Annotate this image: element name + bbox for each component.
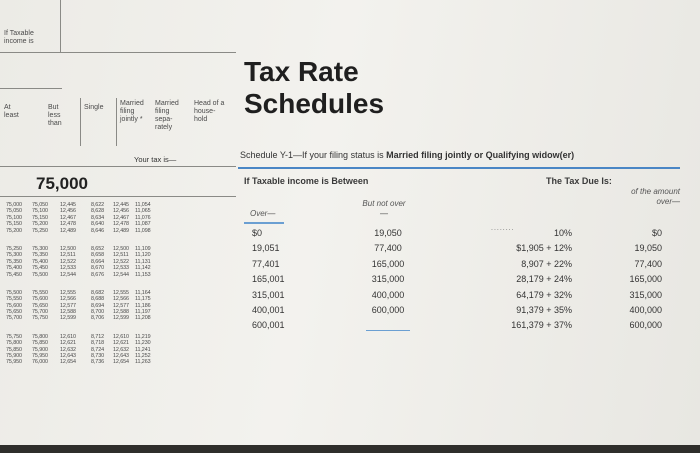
table-cell: 8,694 xyxy=(91,302,104,309)
table-cell: 11,076 xyxy=(135,214,151,221)
table-cell: 11,197 xyxy=(135,309,151,316)
schedule-cell: 600,001 xyxy=(252,320,285,331)
schedule-prefix: Schedule Y-1— xyxy=(240,150,303,160)
table-cell: 75,650 xyxy=(32,302,48,309)
table-row xyxy=(6,315,155,321)
header-single: Single xyxy=(84,104,104,111)
leader-dots: ........ xyxy=(491,225,515,232)
header-taxable-income-between: If Taxable income is Between xyxy=(244,176,369,186)
table-cell: 12,544 xyxy=(60,271,76,278)
table-cell: 75,200 xyxy=(32,221,48,228)
table-cell: 75,100 xyxy=(32,208,48,215)
table-row xyxy=(6,272,155,278)
table-cell: 75,050 xyxy=(6,208,22,215)
table-cell: 12,456 xyxy=(113,208,129,215)
table-cell: 75,650 xyxy=(6,309,22,316)
schedule-cell: 400,000 xyxy=(629,304,662,315)
schedule-cell: 165,001 xyxy=(252,274,285,285)
tax-table xyxy=(0,0,236,420)
table-cell: 75,300 xyxy=(6,252,22,259)
table-cell: 12,467 xyxy=(113,214,129,221)
header-if-taxable-income: If Taxable income is xyxy=(4,30,34,45)
table-cell: 12,566 xyxy=(113,296,129,303)
table-cell: 11,153 xyxy=(135,271,151,278)
table-cell: 11,175 xyxy=(135,296,151,303)
table-cell: 12,500 xyxy=(60,245,76,252)
table-cell: 12,566 xyxy=(60,296,76,303)
table-cell: 8,658 xyxy=(91,252,104,259)
table-cell: 75,700 xyxy=(6,315,22,322)
table-divider xyxy=(116,98,117,146)
table-cell: 75,250 xyxy=(6,245,22,252)
table-divider xyxy=(0,196,236,197)
table-cell: 8,700 xyxy=(91,309,104,316)
table-cell: 11,054 xyxy=(135,202,151,208)
schedule-cell: 600,000 xyxy=(371,304,405,315)
table-cell: 11,120 xyxy=(135,252,151,259)
table-cell: 75,950 xyxy=(6,359,22,366)
table-cell: 75,300 xyxy=(32,245,48,252)
table-divider xyxy=(80,98,81,146)
table-cell: 12,599 xyxy=(113,315,129,322)
table-cell: 12,577 xyxy=(60,302,76,309)
header-married-separately: Married filing sepa-rately xyxy=(155,100,179,131)
header-but-less-than: But less than xyxy=(48,104,62,127)
schedule-condition: If your filing status is xyxy=(302,150,387,160)
header-tax-due: The Tax Due Is: xyxy=(546,176,612,186)
column-rule xyxy=(244,222,284,224)
table-cell: 11,252 xyxy=(135,353,151,360)
table-cell: 75,400 xyxy=(6,265,22,272)
table-cell: 76,000 xyxy=(32,359,48,366)
schedule-cell: 64,179 + 32% xyxy=(516,289,572,300)
table-cell: 75,450 xyxy=(32,265,48,272)
table-cell: 75,350 xyxy=(6,258,22,265)
table-cell: 8,682 xyxy=(91,289,104,296)
schedule-cell: 165,000 xyxy=(629,274,662,285)
table-cell: 75,250 xyxy=(32,227,48,234)
table-cell: 75,400 xyxy=(32,258,48,265)
table-header-rule xyxy=(0,166,236,167)
table-cell: 75,550 xyxy=(6,296,22,303)
table-cell: 75,550 xyxy=(32,289,48,296)
header-over: Over— xyxy=(250,209,276,218)
table-cell: 12,599 xyxy=(60,315,76,322)
schedule-status: Married filing jointly or Qualifying widow(er) xyxy=(386,150,575,160)
table-cell: 75,750 xyxy=(6,333,22,340)
schedule-cell: 10% xyxy=(553,228,572,238)
table-cell: 11,219 xyxy=(135,333,151,340)
schedule-cell: 315,001 xyxy=(252,289,285,300)
header-married-jointly: Married filing jointly * xyxy=(120,100,144,123)
table-divider xyxy=(60,0,61,52)
schedule-cell: 77,401 xyxy=(252,258,280,269)
table-cell: 75,100 xyxy=(6,214,22,221)
table-cell: 12,621 xyxy=(113,340,129,347)
table-cell: 12,489 xyxy=(113,227,129,234)
table-cell: 75,700 xyxy=(32,309,48,316)
table-cell: 8,652 xyxy=(91,245,104,252)
table-cell: 75,500 xyxy=(6,289,22,296)
table-cell: 12,456 xyxy=(60,208,76,215)
schedule-cell: 77,400 xyxy=(374,243,402,254)
table-cell: 8,640 xyxy=(91,221,104,228)
schedule-heading xyxy=(240,150,574,160)
table-cell: 12,643 xyxy=(60,353,76,360)
table-cell: 12,654 xyxy=(113,359,129,366)
table-cell: 8,712 xyxy=(91,333,104,340)
schedule-cell xyxy=(360,318,416,333)
table-cell: 8,718 xyxy=(91,340,104,347)
table-cell: 75,600 xyxy=(32,296,48,303)
table-cell: 12,489 xyxy=(60,227,76,234)
table-cell: 75,150 xyxy=(32,214,48,221)
table-cell: 12,511 xyxy=(60,252,76,259)
desk-shadow xyxy=(0,445,700,453)
schedule-cell: 28,179 + 24% xyxy=(516,274,572,285)
tax-rows xyxy=(6,202,155,366)
table-cell: 75,350 xyxy=(32,252,48,259)
table-cell: 12,654 xyxy=(60,359,76,366)
table-cell: 8,670 xyxy=(91,265,104,272)
table-cell: 75,900 xyxy=(32,346,48,353)
table-cell: 11,208 xyxy=(135,315,151,322)
table-cell: 8,724 xyxy=(91,346,104,353)
table-cell: 12,478 xyxy=(113,221,129,228)
schedule-cell: $0 xyxy=(651,228,662,238)
table-cell: 11,186 xyxy=(135,302,151,309)
table-cell: 75,800 xyxy=(32,333,48,340)
table-cell: 11,065 xyxy=(135,208,151,215)
schedule-cell: 91,379 + 35% xyxy=(516,304,572,315)
table-cell: 12,467 xyxy=(60,214,76,221)
table-row xyxy=(6,228,155,234)
table-cell: 8,706 xyxy=(91,315,104,322)
header-your-tax-is: Your tax is— xyxy=(134,155,177,164)
table-divider xyxy=(0,88,62,89)
table-cell: 12,522 xyxy=(60,258,76,265)
table-cell: 8,676 xyxy=(91,271,104,278)
table-cell: 12,588 xyxy=(60,309,76,316)
table-cell: 12,588 xyxy=(113,309,129,316)
header-but-not-over: But not over— xyxy=(362,199,406,218)
table-cell: 11,098 xyxy=(135,227,151,234)
table-cell: 75,900 xyxy=(6,353,22,360)
schedule-cell: 77,400 xyxy=(634,258,662,269)
schedule-cell: 19,051 xyxy=(252,243,280,254)
table-cell: 11,241 xyxy=(135,346,151,353)
schedule-cell: $0 xyxy=(252,228,263,238)
schedule-cell: 315,000 xyxy=(371,274,405,285)
table-top-rule xyxy=(0,52,236,53)
table-cell: 75,150 xyxy=(6,221,22,228)
table-cell: 8,622 xyxy=(91,202,104,208)
table-cell: 75,000 xyxy=(6,202,22,208)
header-head-of-household: Head of a house-hold xyxy=(194,100,225,123)
schedule-cell: 165,000 xyxy=(371,258,405,269)
table-cell: 12,555 xyxy=(60,289,76,296)
table-cell: 11,131 xyxy=(135,258,151,265)
table-cell: 8,736 xyxy=(91,359,104,366)
schedule-rule xyxy=(238,167,680,169)
schedule-cell: 19,050 xyxy=(634,243,662,254)
schedule-cell: 400,000 xyxy=(371,289,405,300)
table-cell: 12,445 xyxy=(113,202,129,208)
table-cell: 12,577 xyxy=(113,302,129,309)
table-cell: 12,610 xyxy=(60,333,76,340)
table-cell: 75,750 xyxy=(32,315,48,322)
table-cell: 75,050 xyxy=(32,202,48,208)
table-row xyxy=(6,359,155,365)
table-cell: 11,087 xyxy=(135,221,151,228)
table-cell: 12,522 xyxy=(113,258,129,265)
header-at-least: At least xyxy=(4,104,19,119)
table-cell: 75,200 xyxy=(6,227,22,234)
table-cell: 75,800 xyxy=(6,340,22,347)
table-cell: 8,634 xyxy=(91,214,104,221)
header-of-amount-over: of the amount over— xyxy=(631,187,680,206)
table-cell: 11,230 xyxy=(135,340,151,347)
table-cell: 12,632 xyxy=(113,346,129,353)
table-cell: 11,109 xyxy=(135,245,151,252)
table-cell: 12,500 xyxy=(113,245,129,252)
col-not-over xyxy=(360,226,416,334)
table-cell: 11,263 xyxy=(135,359,151,366)
column-rule xyxy=(366,330,410,331)
col-over xyxy=(252,226,294,334)
title-line-2: Schedules xyxy=(244,88,385,119)
table-cell: 12,555 xyxy=(113,289,129,296)
table-cell: 75,500 xyxy=(32,271,48,278)
col-tax xyxy=(480,226,572,334)
table-cell: 8,646 xyxy=(91,227,104,234)
table-cell: 12,478 xyxy=(60,221,76,228)
table-cell: 12,632 xyxy=(60,346,76,353)
schedule-cell: 400,001 xyxy=(252,304,285,315)
table-cell: 75,600 xyxy=(6,302,22,309)
table-cell: 12,621 xyxy=(60,340,76,347)
table-cell: 12,445 xyxy=(60,202,76,208)
table-cell: 75,950 xyxy=(32,353,48,360)
table-cell: 11,142 xyxy=(135,265,151,272)
schedule-cell: 19,050 xyxy=(374,228,402,238)
schedule-cell: 600,000 xyxy=(629,320,662,331)
table-cell: 12,643 xyxy=(113,353,129,360)
table-cell: 12,511 xyxy=(113,252,129,259)
table-cell: 8,664 xyxy=(91,258,104,265)
income-bracket-heading: 75,000 xyxy=(36,174,88,193)
table-cell: 12,533 xyxy=(60,265,76,272)
schedule-cell: 161,379 + 37% xyxy=(511,320,572,331)
title-line-1: Tax Rate xyxy=(244,56,359,87)
schedule-cell: $1,905 + 12% xyxy=(516,243,572,254)
table-cell: 75,850 xyxy=(6,346,22,353)
schedule-cell: 315,000 xyxy=(629,289,662,300)
table-cell: 12,610 xyxy=(113,333,129,340)
table-cell: 75,850 xyxy=(32,340,48,347)
table-cell: 8,688 xyxy=(91,296,104,303)
schedule-cell: 8,907 + 22% xyxy=(521,258,572,269)
col-amount-over xyxy=(610,226,662,334)
table-cell: 8,628 xyxy=(91,208,104,215)
page-title xyxy=(244,56,384,120)
table-cell: 8,730 xyxy=(91,353,104,360)
table-cell: 11,164 xyxy=(135,289,151,296)
table-cell: 12,533 xyxy=(113,265,129,272)
table-cell: 75,450 xyxy=(6,271,22,278)
table-cell: 12,544 xyxy=(113,271,129,278)
